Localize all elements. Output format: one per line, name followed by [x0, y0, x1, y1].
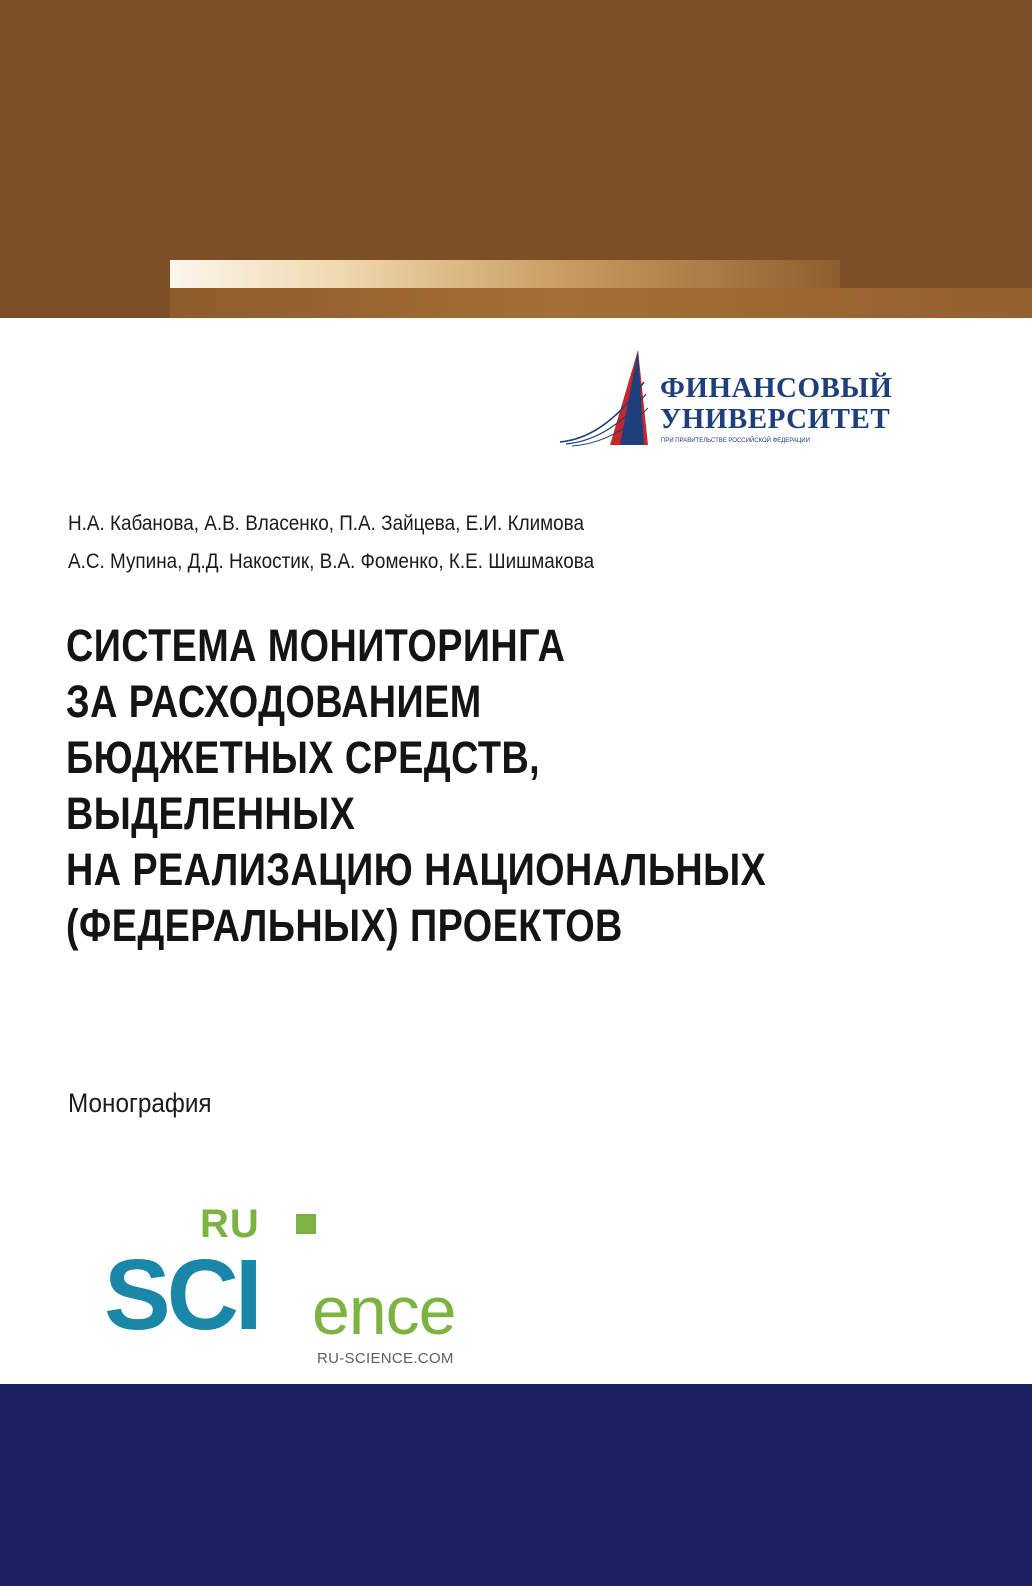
- ruscience-logo: [100, 1200, 520, 1380]
- rs-logo-square-icon: [296, 1214, 316, 1234]
- title-line1: СИСТЕМА МОНИТОРИНГА: [66, 620, 566, 671]
- title-line2: ЗА РАСХОДОВАНИЕМ: [66, 676, 482, 727]
- title-line6: (ФЕДЕРАЛЬНЫХ) ПРОЕКТОВ: [66, 900, 623, 951]
- financial-university-logo: [560, 350, 893, 455]
- title-line4: ВЫДЕЛЕННЫХ: [66, 788, 356, 839]
- book-title: [66, 618, 966, 954]
- fu-logo-line1: ФИНАНСОВЫЙ: [660, 372, 893, 404]
- authors-block: [68, 505, 968, 581]
- authors-line1: Н.А. Кабанова, А.В. Власенко, П.А. Зайцева, Е.И. Климова: [68, 512, 585, 535]
- fu-emblem-icon: [560, 350, 670, 455]
- title-line3: БЮДЖЕТНЫХ СРЕДСТВ,: [66, 732, 541, 783]
- title-line5: НА РЕАЛИЗАЦИЮ НАЦИОНАЛЬНЫХ: [66, 844, 767, 895]
- fu-logo-line3: ПРИ ПРАВИТЕЛЬСТВЕ РОССИЙСКОЙ ФЕДЕРАЦИИ: [661, 438, 810, 444]
- fu-logo-line2: УНИВЕРСИТЕТ: [660, 403, 891, 435]
- authors-line2: А.С. Мупина, Д.Д. Накостик, В.А. Фоменко, К.Е. Шишмакова: [68, 550, 595, 573]
- rs-logo-url: RU-SCIENCE.COM: [317, 1350, 454, 1367]
- rs-logo-ru: RU: [200, 1202, 260, 1246]
- rs-logo-ence: ence: [312, 1273, 456, 1349]
- bottom-decorative-band: [0, 1384, 1032, 1586]
- top-dark-stripe: [170, 288, 1032, 318]
- top-light-stripe: [170, 260, 840, 288]
- top-stripe-gap: [840, 260, 1032, 288]
- genre-label: Монография: [68, 1088, 212, 1118]
- rs-logo-sci: SCI: [104, 1239, 259, 1351]
